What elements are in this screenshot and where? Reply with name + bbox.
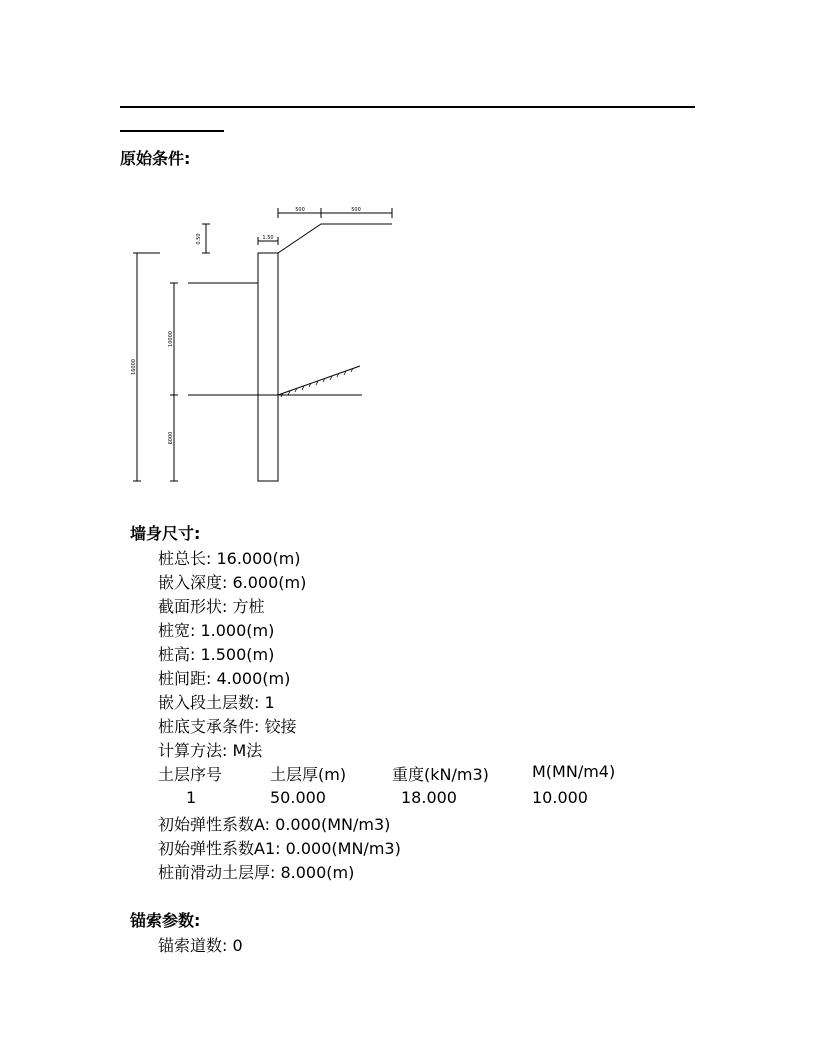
dim-total: 16000 xyxy=(131,359,137,375)
pile-height: 桩高: 1.500(m) xyxy=(158,645,275,664)
dim-slope-h: 0.50 xyxy=(196,233,202,245)
pile-spacing: 桩间距: 4.000(m) xyxy=(158,669,291,688)
pile-length: 桩总长: 16.000(m) xyxy=(158,549,301,568)
pile-width: 桩宽: 1.000(m) xyxy=(158,621,275,640)
soil-layer-count: 嵌入段土层数: 1 xyxy=(158,693,275,712)
table-header: 土层序号 xyxy=(158,765,223,784)
anchor-heading: 锚索参数: xyxy=(130,911,201,930)
slide-layer-thickness: 桩前滑动土层厚: 8.000(m) xyxy=(158,863,355,882)
table-header: 土层厚(m) xyxy=(270,765,347,784)
dim-top-2: 500 xyxy=(351,207,361,213)
dim-width: 1.50 xyxy=(262,235,274,241)
anchor-count: 锚索道数: 0 xyxy=(158,936,243,955)
elastic-coef-a1: 初始弹性系数A1: 0.000(MN/m3) xyxy=(158,839,401,858)
table-cell: 50.000 xyxy=(270,788,326,807)
wall-size-heading: 墙身尺寸: xyxy=(130,524,201,543)
section-shape: 截面形状: 方桩 xyxy=(158,597,265,616)
dim-top-1: 500 xyxy=(295,207,305,213)
table-cell: 18.000 xyxy=(401,788,457,807)
table-cell: 10.000 xyxy=(532,788,588,807)
calc-method: 计算方法: M法 xyxy=(158,741,263,760)
table-cell: 1 xyxy=(186,788,197,807)
elastic-coef-a: 初始弹性系数A: 0.000(MN/m3) xyxy=(158,815,391,834)
backfill-slope xyxy=(278,224,392,253)
front-slope xyxy=(278,366,360,395)
page-title: 原始条件: xyxy=(120,149,191,168)
dim-lower: 6000 xyxy=(168,431,174,445)
bottom-support: 桩底支承条件: 铰接 xyxy=(158,717,297,736)
table-header: M(MN/m4) xyxy=(532,762,616,781)
pile-body xyxy=(258,253,278,481)
embed-depth: 嵌入深度: 6.000(m) xyxy=(158,573,307,592)
dim-upper: 10000 xyxy=(168,331,174,347)
table-header: 重度(kN/m3) xyxy=(392,765,489,784)
